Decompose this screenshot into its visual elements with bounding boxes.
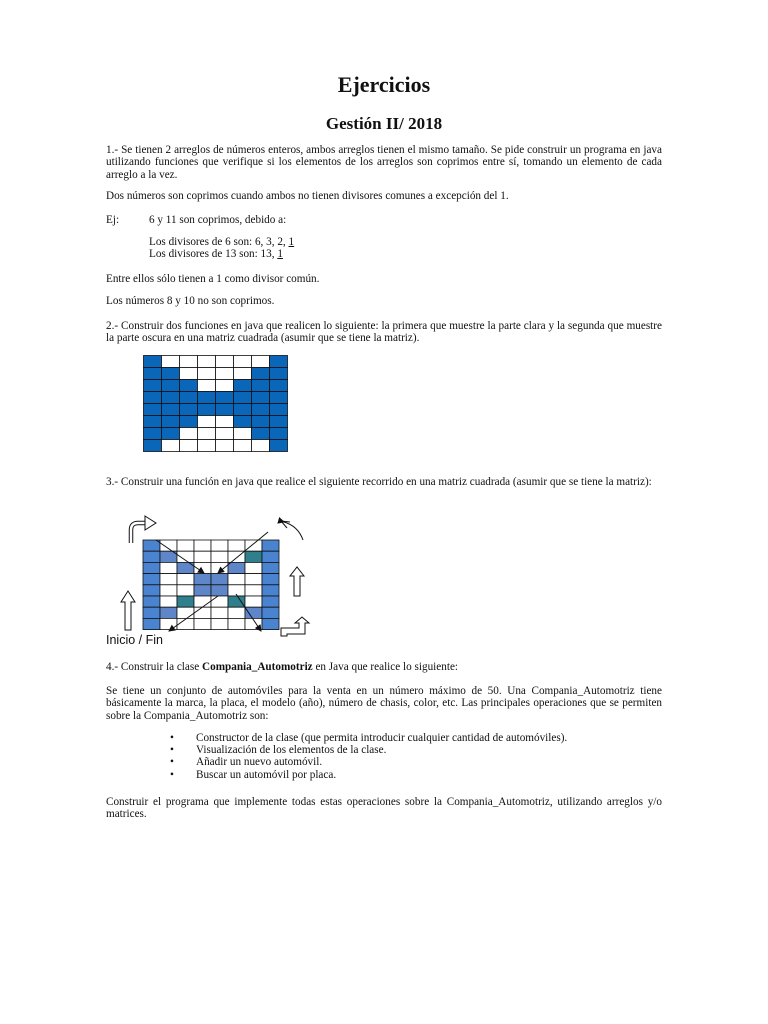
matrix-cell [194, 540, 211, 551]
matrix-cell [162, 380, 180, 392]
matrix-cell [144, 380, 162, 392]
matrix-cell [252, 416, 270, 428]
matrix-cell [270, 380, 288, 392]
matrix-cell [228, 562, 245, 573]
matrix-cell [262, 540, 279, 551]
matrix-cell [245, 585, 262, 596]
divisors-of-13-common: 1 [277, 248, 283, 260]
matrix-cell [194, 596, 211, 607]
list-item [170, 769, 567, 781]
matrix-cell [234, 356, 252, 368]
matrix-cell [262, 607, 279, 618]
matrix-cell [211, 607, 228, 618]
up-arrow-right-icon [290, 567, 304, 596]
matrix-cell [234, 440, 252, 452]
matrix-cell [252, 368, 270, 380]
matrix-cell [252, 440, 270, 452]
divisors-of-6-common: 1 [288, 236, 295, 248]
matrix-cell [234, 404, 252, 416]
matrix-cell [228, 618, 245, 629]
matrix-cell [252, 428, 270, 440]
matrix-cell [180, 416, 198, 428]
matrix-cell [194, 607, 211, 618]
page-subtitle: Gestión II/ 2018 [325, 114, 443, 133]
traversal-diagram [100, 512, 320, 642]
matrix-cell [270, 368, 288, 380]
matrix-cell [262, 596, 279, 607]
matrix-cell [177, 585, 194, 596]
matrix-cell [245, 540, 262, 551]
list-item [170, 744, 567, 756]
matrix-cell [143, 562, 160, 573]
matrix-cell [160, 596, 177, 607]
matrix-cell [162, 392, 180, 404]
exercise-4-closing: Construir el programa que implemente todas estas operaciones sobre la Compania_Automotriz, utilizando arreglos y/o matrices. [106, 796, 662, 821]
matrix-cell [234, 416, 252, 428]
divisors-of-6 [149, 236, 294, 248]
matrix-cell [180, 404, 198, 416]
matrix-cell [180, 380, 198, 392]
matrix-cell [162, 440, 180, 452]
matrix-cell [143, 607, 160, 618]
curved-arrow-top-left-icon [131, 516, 156, 543]
matrix-cell [216, 392, 234, 404]
matrix-cell [144, 392, 162, 404]
matrix-cell [162, 428, 180, 440]
matrix-cell [180, 440, 198, 452]
matrix-cell [144, 356, 162, 368]
matrix-cell [143, 540, 160, 551]
matrix-cell [160, 607, 177, 618]
list-item [170, 756, 567, 768]
matrix-cell [216, 368, 234, 380]
coprime-definition: Dos números son coprimos cuando ambos no tienen divisores comunes a excepción del 1. [106, 190, 509, 202]
matrix-cell [252, 404, 270, 416]
matrix-cell [198, 428, 216, 440]
exercise-2-statement: 2.- Construir dos funciones en java que realicen lo siguiente: la primera que muestre la parte clara y la segunda que muestre la parte oscura en una matriz cuadrada (asumir que se tiene la matriz). [106, 320, 662, 345]
matrix-cell [228, 607, 245, 618]
start-end-label: Inicio / Fin [106, 633, 163, 647]
matrix-cell [160, 585, 177, 596]
divisors-of-13 [149, 248, 283, 260]
matrix-cell [144, 416, 162, 428]
matrix-cell [211, 574, 228, 585]
matrix-cell [198, 380, 216, 392]
matrix-cell [234, 368, 252, 380]
matrix-cell [234, 380, 252, 392]
list-item-text: Constructor de la clase (que permita introducir cualquier cantidad de automóviles). [196, 732, 568, 744]
matrix-cell [216, 356, 234, 368]
matrix-cell [262, 574, 279, 585]
matrix-cell [262, 562, 279, 573]
matrix-cell [262, 618, 279, 629]
matrix-cell [270, 428, 288, 440]
exercise-1-statement: 1.- Se tienen 2 arreglos de números enteros, ambos arreglos tienen el mismo tamaño. Se pide construir un programa en java utilizando funciones que verifique si los elementos de los arreglos son coprimos entre sí, tomando un elemento de cada arreglo a la vez. [106, 144, 662, 181]
matrix-cell [143, 574, 160, 585]
matrix-cell [194, 551, 211, 562]
matrix-cell [262, 585, 279, 596]
matrix-cell [194, 574, 211, 585]
matrix-cell [211, 596, 228, 607]
matrix-cell [162, 368, 180, 380]
hook-arrow-bottom-right-icon [281, 617, 309, 636]
matrix-cell [144, 368, 162, 380]
list-item-text: Visualización de los elementos de la clase. [196, 744, 387, 757]
exercise-4-description: Se tiene un conjunto de automóviles para la venta en un número máximo de 50. Una Compania_Automotriz tiene básicamente la marca, la placa, el modelo (año), número de chasis, color, etc. Las principales operaciones que se permiten sobre la Compania_Automotriz son: [106, 685, 662, 722]
bullet-icon: • [170, 744, 174, 757]
matrix-cell [143, 551, 160, 562]
matrix-cell [252, 380, 270, 392]
list-item-text: Añadir un nuevo automóvil. [196, 756, 323, 769]
matrix-cell [211, 551, 228, 562]
exercise-3-statement: 3.- Construir una función en java que realice el siguiente recorrido en una matriz cuadrada (asumir que se tiene la matriz): [106, 476, 652, 488]
matrix-cell [252, 356, 270, 368]
matrix-cell [144, 404, 162, 416]
matrix-cell [144, 428, 162, 440]
exercise-4-statement [106, 661, 458, 673]
matrix-cell [211, 618, 228, 629]
matrix-cell [162, 356, 180, 368]
matrix-cell [144, 440, 162, 452]
matrix-cell [216, 416, 234, 428]
matrix-cell [143, 596, 160, 607]
matrix-cell [177, 596, 194, 607]
up-arrow-left-icon [121, 591, 135, 630]
matrix-cell [198, 440, 216, 452]
matrix-cell [198, 392, 216, 404]
matrix-cell [216, 404, 234, 416]
matrix-cell [234, 428, 252, 440]
divisors-of-6-list: Los divisores de 6 son: 6, 3, 2, [149, 236, 289, 248]
matrix-cell [180, 392, 198, 404]
curved-arrow-top-right-icon [284, 522, 303, 540]
matrix-cell [180, 428, 198, 440]
matrix-cell [160, 540, 177, 551]
matrix-cell [160, 574, 177, 585]
matrix-cell [198, 416, 216, 428]
matrix-cell [228, 574, 245, 585]
bullet-icon: • [170, 768, 174, 781]
matrix-cell [245, 562, 262, 573]
class-name: Compania_Automotriz [202, 661, 313, 673]
page-title: Ejercicios [337, 72, 431, 97]
matrix-cell [177, 607, 194, 618]
list-item-text: Buscar un automóvil por placa. [196, 768, 337, 781]
operations-list [170, 732, 567, 781]
matrix-cell [177, 574, 194, 585]
not-coprime-example: Los números 8 y 10 no son coprimos. [106, 295, 275, 307]
matrix-cell [228, 540, 245, 551]
common-divisor-note: Entre ellos sólo tienen a 1 como divisor común. [106, 273, 320, 285]
matrix-cell [143, 618, 160, 629]
bullet-icon: • [170, 732, 174, 744]
matrix-cell [211, 540, 228, 551]
matrix-cell [270, 404, 288, 416]
matrix-cell [160, 618, 177, 629]
matrix-cell [211, 585, 228, 596]
matrix-cell [180, 356, 198, 368]
matrix-cell [228, 596, 245, 607]
matrix-cell [216, 440, 234, 452]
matrix-cell [252, 392, 270, 404]
example-label: Ej: [106, 214, 120, 226]
light-dark-matrix [143, 355, 287, 453]
matrix-cell [270, 440, 288, 452]
matrix-cell [245, 607, 262, 618]
matrix-cell [270, 392, 288, 404]
matrix-cell [194, 618, 211, 629]
matrix-cell [270, 416, 288, 428]
matrix-cell [180, 368, 198, 380]
bullet-icon: • [170, 756, 174, 769]
matrix-cell [245, 551, 262, 562]
matrix-cell [198, 356, 216, 368]
traversal-matrix [143, 540, 279, 630]
example-text: 6 y 11 son coprimos, debido a: [149, 214, 287, 226]
matrix-cell [234, 392, 252, 404]
matrix-cell [162, 404, 180, 416]
matrix-cell [177, 540, 194, 551]
matrix-cell [216, 428, 234, 440]
matrix-cell [245, 596, 262, 607]
matrix-cell [143, 585, 160, 596]
matrix-cell [194, 585, 211, 596]
matrix-cell [198, 404, 216, 416]
exercise-4-prefix: 4.- Construir la clase [106, 661, 203, 673]
matrix-cell [198, 368, 216, 380]
matrix-cell [162, 416, 180, 428]
matrix-cell [216, 380, 234, 392]
matrix-cell [245, 574, 262, 585]
exercise-4-suffix: en Java que realice lo siguiente: [312, 661, 459, 673]
matrix-cell [270, 356, 288, 368]
divisors-of-13-list: Los divisores de 13 son: 13, [149, 248, 278, 260]
matrix-cell [262, 551, 279, 562]
list-item [170, 732, 567, 744]
matrix-cell [160, 562, 177, 573]
